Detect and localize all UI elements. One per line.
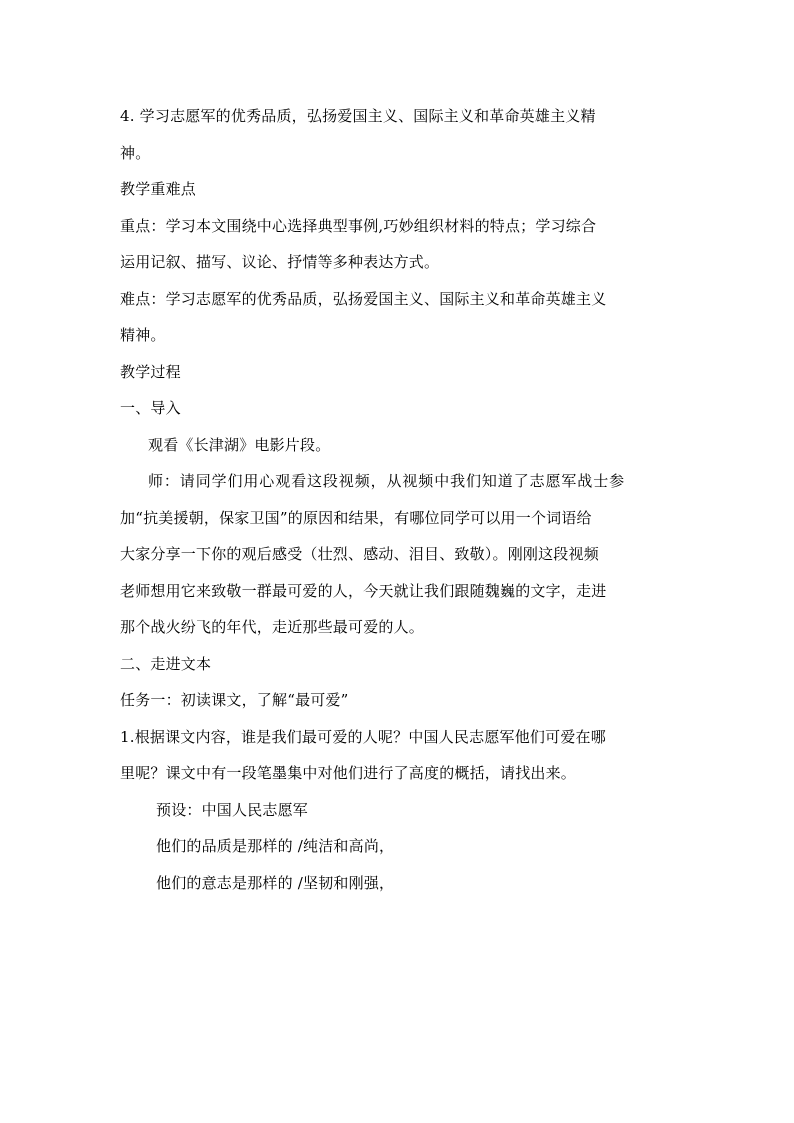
teacher-paragraph-line-1: 师：请同学们用心观看这段视频，从视频中我们知道了志愿军战士参 — [148, 472, 626, 490]
preset-answer-heading: 预设：中国人民志愿军 — [156, 800, 309, 819]
task-one-heading: 任务一：初读课文，了解“最可爱” — [120, 691, 349, 709]
introduction-watch-film: 观看《长津湖》电影片段。 — [148, 435, 331, 454]
preset-answer-quality: 他们的品质是那样的 /纯洁和高尚， — [156, 837, 395, 855]
section-heading-key-points: 教学重难点 — [120, 180, 197, 198]
document-body — [120, 98, 676, 901]
subheading-into-text: 二、走进文本 — [120, 654, 212, 673]
objective-4-line-1: 4. 学习志愿军的优秀品质，弘扬爱国主义、国际主义和革命英雄主义精 — [120, 107, 596, 125]
key-point-line-2: 运用记叙、描写、议论、抒情等多种表达方式。 — [120, 253, 440, 271]
preset-answer-will: 他们的意志是那样的 /坚韧和刚强， — [156, 873, 395, 892]
difficult-point-line-1: 难点：学习志愿军的优秀品质，弘扬爱国主义、国际主义和革命英雄主义 — [120, 289, 607, 308]
section-heading-teaching-process: 教学过程 — [120, 362, 181, 381]
teacher-paragraph-line-4: 老师想用它来致敬一群最可爱的人，今天就让我们跟随魏巍的文字，走进 — [120, 581, 607, 600]
objective-4-line-2: 神。 — [120, 143, 151, 162]
question-1-line-1: 1.根据课文内容，谁是我们最可爱的人呢？中国人民志愿军他们可爱在哪 — [120, 727, 606, 746]
subheading-introduction: 一、导入 — [120, 399, 181, 417]
teacher-paragraph-line-2: 加“抗美援朝，保家卫国”的原因和结果，有哪位同学可以用一个词语给 — [120, 508, 592, 527]
difficult-point-line-2: 精神。 — [120, 326, 166, 344]
teacher-paragraph-line-5: 那个战火纷飞的年代，走近那些最可爱的人。 — [120, 618, 425, 636]
key-point-line-1: 重点：学习本文围绕中心选择典型事例,巧妙组织材料的特点；学习综合 — [120, 216, 597, 235]
teacher-paragraph-line-3: 大家分享一下你的观后感受（壮烈、感动、泪目、致敬）。刚刚这段视频 — [120, 545, 599, 563]
question-1-line-2: 里呢？课文中有一段笔墨集中对他们进行了高度的概括，请找出来。 — [120, 764, 577, 782]
